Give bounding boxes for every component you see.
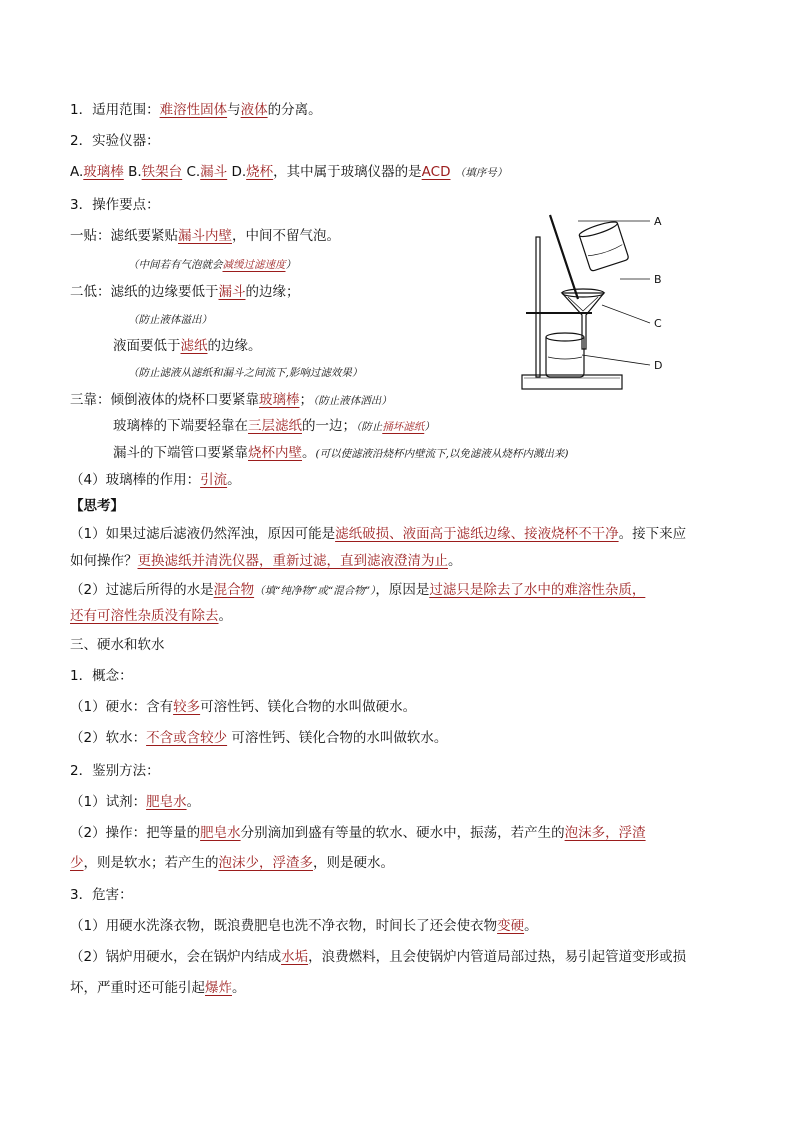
procedure-line-1: （2）操作：把等量的肥皂水分别滴加到盛有等量的软水、硬水中，振荡，若产生的泡沫多，浮渣 [70, 825, 646, 841]
two-low-line-1: 二低：滤纸的边缘要低于漏斗的边缘； [70, 284, 300, 300]
answer-blank: 滤纸破损、液面高于滤纸边缘、接液烧杯不干净 [335, 526, 619, 542]
answer-blank: 肥皂水 [200, 825, 241, 841]
answer-blank: 漏斗内壁 [178, 228, 232, 244]
answer-blank: 三层滤纸 [248, 418, 302, 434]
two-low-line-2: 液面要低于滤纸的边缘。 [113, 338, 262, 354]
one-paste-line: 一贴：滤纸要紧贴漏斗内壁，中间不留气泡。 [70, 228, 340, 244]
think-q2-line-2: 还有可溶性杂质没有除去。 [70, 608, 232, 624]
figure-label-d: D [654, 359, 663, 372]
glass-rod [550, 215, 578, 299]
scope-line: 1．适用范围：难溶性固体与液体的分离。 [70, 102, 322, 118]
two-low-note-1: （防止液体溢出） [128, 314, 212, 326]
item-label: 1．适用范围： [70, 102, 160, 118]
figure-label-c: C [654, 317, 662, 330]
answer-blank: 滤纸 [180, 338, 208, 354]
answer-blank: 泡沫多，浮渣 [564, 825, 646, 841]
concept-heading: 1．概念： [70, 668, 133, 684]
think-heading: 【思考】 [70, 498, 124, 514]
hard-water-def: （1）硬水：含有较多可溶性钙、镁化合物的水叫做硬水。 [70, 699, 417, 715]
answer-blank: 较多 [173, 699, 201, 715]
answer-blank: 肥皂水 [146, 794, 187, 810]
harm-line-3: 坏，严重时还可能引起爆炸。 [70, 980, 246, 996]
leader-line-d [582, 355, 650, 365]
one-paste-note: （中间若有气泡就会减缓过滤速度） [128, 259, 296, 271]
three-lean-line-2: 玻璃棒的下端要轻靠在三层滤纸的一边；（防止捅坏滤纸） [113, 418, 435, 434]
answer-blank: 爆炸 [205, 980, 232, 996]
think-q1-line-1: （1）如果过滤后滤液仍然浑浊，原因可能是滤纸破损、液面高于滤纸边缘、接液烧杯不干净。接下来应 [70, 526, 687, 542]
answer-blank: 捅坏滤纸 [382, 421, 425, 433]
harm-line-2: （2）锅炉用硬水，会在锅炉内结成水垢，浪费燃料，且会使锅炉内管道局部过热，易引起管道变形或损 [70, 949, 687, 965]
think-q1-line-2: 如何操作？更换滤纸并清洗仪器，重新过滤，直到滤液澄清为止。 [70, 553, 462, 569]
think-q2-line-1: （2）过滤后所得的水是混合物（填“纯净物”或“混合物”），原因是过滤只是除去了水中的难溶性杂质， [70, 582, 646, 598]
soft-water-def: （2）软水：不含或含较少 可溶性钙、镁化合物的水叫做软水。 [70, 730, 448, 746]
identify-heading: 2．鉴别方法： [70, 763, 160, 779]
harm-heading: 3．危害： [70, 887, 133, 903]
figure-label-b: B [654, 273, 662, 286]
answer-blank: 泡沫少，浮渣多 [218, 855, 313, 871]
answer-blank: 减缓过滤速度 [222, 259, 286, 271]
answer-blank: ACD [421, 164, 451, 180]
three-lean-line-1: 三靠：倾倒液体的烧杯口要紧靠玻璃棒；（防止液体洒出） [70, 392, 392, 408]
answer-blank: 漏斗 [218, 284, 246, 300]
answer-blank: 更换滤纸并清洗仪器，重新过滤，直到滤液澄清为止 [137, 553, 448, 569]
reagent-line: （1）试剂：肥皂水。 [70, 794, 201, 810]
answer-blank: 难溶性固体 [159, 102, 228, 118]
rod-function-line: （4）玻璃棒的作用：引流。 [70, 472, 241, 488]
instruments-line: A.玻璃棒 B.铁架台 C.漏斗 D.烧杯，其中属于玻璃仪器的是ACD （填序号） [70, 164, 508, 180]
pouring-beaker [578, 219, 629, 271]
three-lean-line-3: 漏斗的下端管口要紧靠烧杯内壁。(可以使滤液沿烧杯内壁流下,以免滤液从烧杯内溅出来) [113, 445, 569, 461]
answer-blank: 烧杯内壁 [248, 445, 302, 461]
answer-blank: 引流 [200, 472, 228, 488]
answer-blank: 还有可溶性杂质没有除去 [70, 608, 219, 624]
figure-label-a: A [654, 215, 662, 228]
two-low-note-2: （防止滤液从滤纸和漏斗之间流下,影响过滤效果） [128, 367, 363, 379]
answer-blank: 少 [70, 855, 84, 871]
answer-blank: 液体 [240, 102, 268, 118]
procedure-line-2: 少，则是软水；若产生的泡沫少，浮渣多，则是硬水。 [70, 855, 394, 871]
instruments-heading: 2．实验仪器： [70, 133, 160, 149]
harm-line-1: （1）用硬水洗涤衣物，既浪费肥皂也洗不净衣物，时间长了还会使衣物变硬。 [70, 918, 538, 934]
answer-blank: 漏斗 [200, 164, 228, 180]
answer-blank: 过滤只是除去了水中的难溶性杂质， [429, 582, 646, 598]
answer-blank: 烧杯 [246, 164, 274, 180]
operation-heading: 3．操作要点： [70, 197, 160, 213]
section-title: 三、硬水和软水 [70, 637, 165, 653]
receiving-beaker [546, 333, 584, 377]
answer-blank: 玻璃棒 [259, 392, 300, 408]
answer-blank: 混合物 [213, 582, 255, 598]
answer-blank: 铁架台 [141, 164, 183, 180]
answer-blank: 不含或含较少 [146, 730, 228, 746]
answer-blank: 玻璃棒 [83, 164, 124, 180]
answer-blank: 变硬 [497, 918, 525, 934]
stand-rod [536, 237, 540, 377]
answer-blank: 水垢 [281, 949, 309, 965]
filtration-apparatus-figure [512, 207, 672, 397]
leader-line-c [602, 305, 650, 323]
